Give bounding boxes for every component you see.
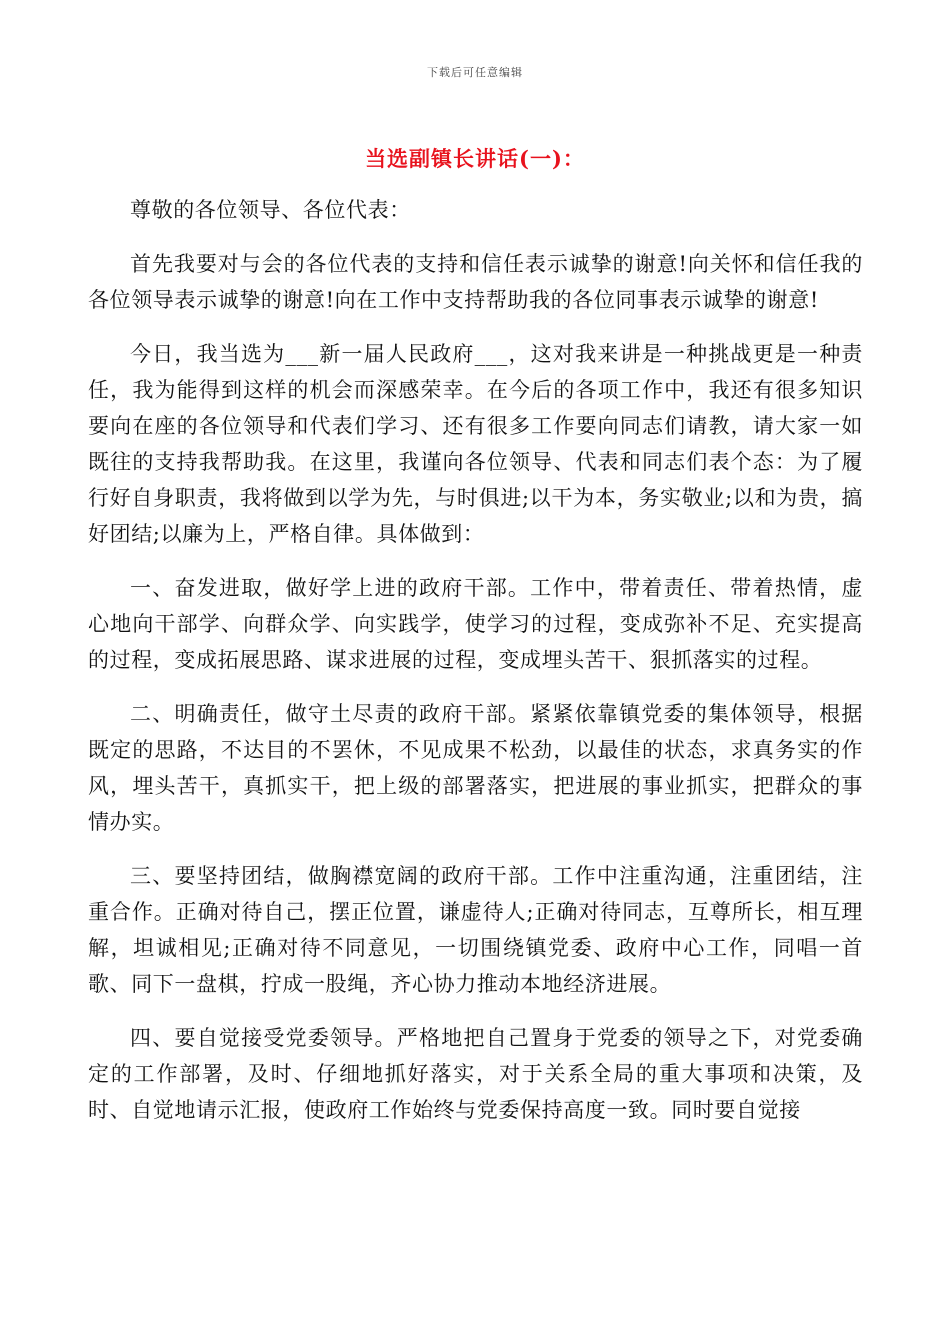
- document-title: 当选副镇长讲话(一)：: [365, 146, 585, 171]
- paragraph-elected: 今日，我当选为___新一届人民政府___，这对我来讲是一种挑战更是一种责任，我为能得到这样的机会而深感荣幸。在今后的各项工作中，我还有很多知识要向在座的各位领导和代表们学习、还有很多工作要向同志们请教，请大家一如既往的支持我帮助我。在这里，我谨向各位领导、代表和同志们表个态：为了履行好自身职责，我将做到以学为先，与时俱进;以干为本，务实敬业;以和为贵，搞好团结;以廉为上，严格自律。具体做到：: [88, 342, 863, 546]
- header-note: 下载后可任意编辑: [427, 66, 523, 79]
- paragraph-point-two: 二、明确责任，做守土尽责的政府干部。紧紧依靠镇党委的集体领导，根据既定的思路，不达目的不罢休，不见成果不松劲，以最佳的状态，求真务实的作风，埋头苦干，真抓实干，把上级的部署落实，把进展的事业抓实，把群众的事情办实。: [88, 702, 863, 834]
- salutation: 尊敬的各位领导、各位代表：: [130, 198, 411, 222]
- paragraph-point-one: 一、奋发进取，做好学上进的政府干部。工作中，带着责任、带着热情，虚心地向干部学、向群众学、向实践学，使学习的过程，变成弥补不足、充实提高的过程，变成拓展思路、谋求进展的过程，变成埋头苦干、狠抓落实的过程。: [88, 576, 863, 672]
- document-body: [88, 192, 863, 1146]
- paragraph-point-four: 四、要自觉接受党委领导。严格地把自己置身于党委的领导之下，对党委确定的工作部署，及时、仔细地抓好落实，对于关系全局的重大事项和决策，及时、自觉地请示汇报，使政府工作始终与党委保持高度一致。同时要自觉接: [88, 1026, 863, 1122]
- paragraph-point-three: 三、要坚持团结，做胸襟宽阔的政府干部。工作中注重沟通，注重团结，注重合作。正确对待自己，摆正位置，谦虚待人;正确对待同志，互尊所长，相互理解，坦诚相见;正确对待不同意见，一切围绕镇党委、政府中心工作，同唱一首歌、同下一盘棋，拧成一股绳，齐心协力推动本地经济进展。: [88, 864, 863, 996]
- paragraph-thanks: 首先我要对与会的各位代表的支持和信任表示诚挚的谢意!向关怀和信任我的各位领导表示诚挚的谢意!向在工作中支持帮助我的各位同事表示诚挚的谢意!: [88, 252, 863, 312]
